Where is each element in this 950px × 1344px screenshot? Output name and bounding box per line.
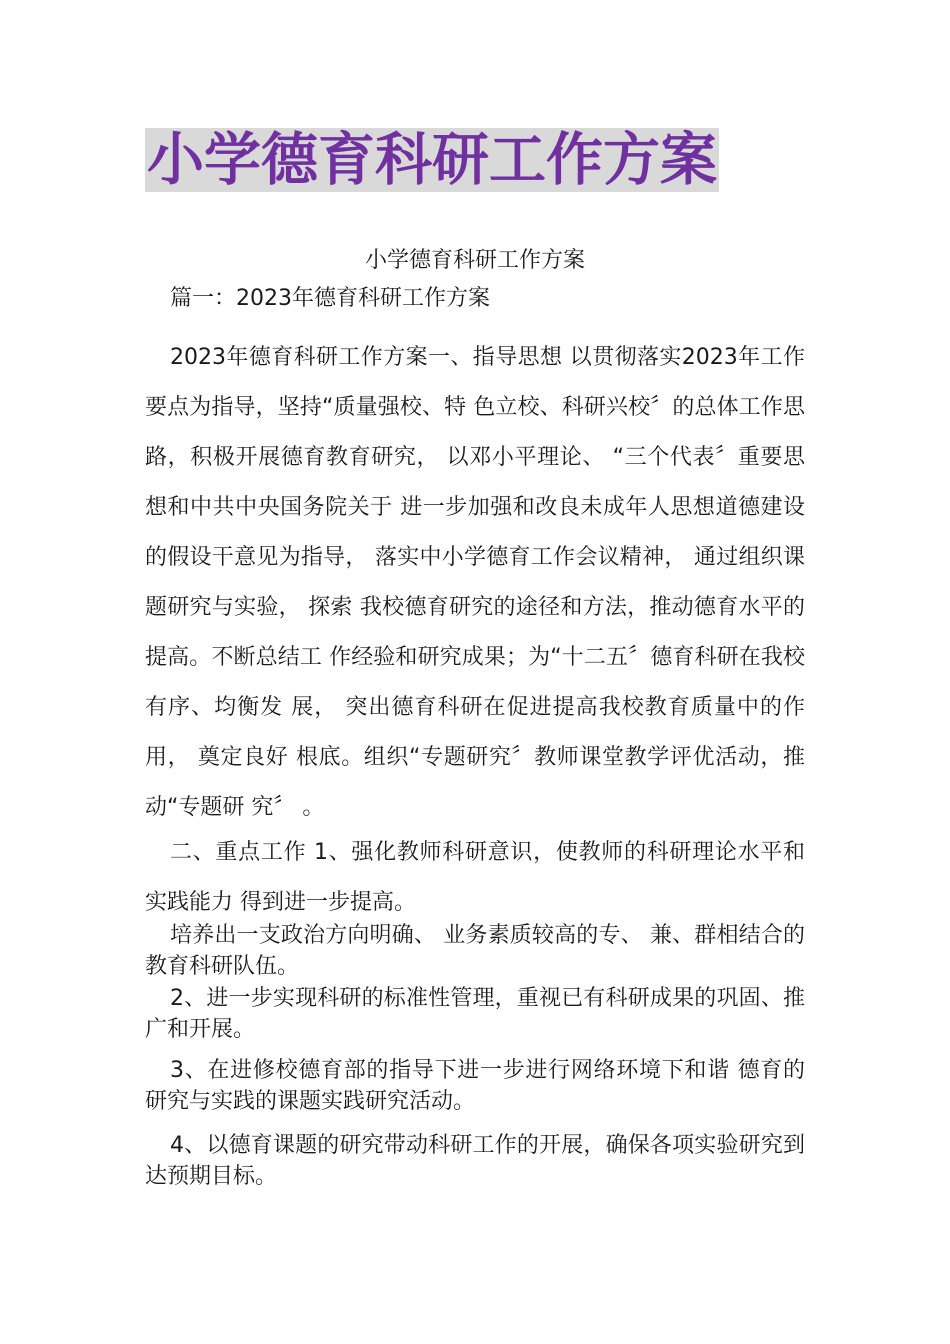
document-subtitle: 小学德育科研工作方案 <box>364 248 585 273</box>
paragraph-item-3: 3、在进修校德育部的指导下进一步进行网络环境下和谐 德育的研究与实践的课题实践研究活动。 <box>145 1058 805 1114</box>
document-title: 小学德育科研工作方案 <box>147 127 717 193</box>
paragraph-research-team: 培养出一支政治方向明确、 业务素质较高的专、 兼、群相结合的教育科研队伍。 <box>145 923 805 979</box>
section-heading: 篇一：2023年德育科研工作方案 <box>170 286 490 311</box>
paragraph-item-2: 2、进一步实现科研的标准性管理，重视已有科研成果的巩固、推广和开展。 <box>145 986 805 1042</box>
paragraph-key-work: 二、重点工作 1、强化教师科研意识，使教师的科研理论水平和实践能力 得到进一步提高。 <box>145 840 805 915</box>
paragraph-item-4: 4、以德育课题的研究带动科研工作的开展，确保各项实验研究到达预期目标。 <box>145 1133 805 1189</box>
paragraph-guiding-thought: 2023年德育科研工作方案一、指导思想 以贯彻落实2023年工作要点为指导，坚持“质量强校、特 色立校、科研兴校〞的总体工作思路，积极开展德育教育研究， 以邓小平理论、 “三个代表〞重要思想和中共中央国务院关于 进一步加强和改良未成年人思想道德建设的假设干意见为指导， 落实中小学德育工作会议精神， 通过组织课题研究与实验， 探索 我校德育研究的途径和方法，推动德育水平的提高。不断总结工 作经验和研究成果；为“十二五〞德育科研在我校有序、均衡发 展， 突出德育科研在促进提高我校教育质量中的作用， 奠定良好 根底。组织“专题研究〞教师课堂教学评优活动，推动“专题研 究〞 。 <box>145 345 805 820</box>
